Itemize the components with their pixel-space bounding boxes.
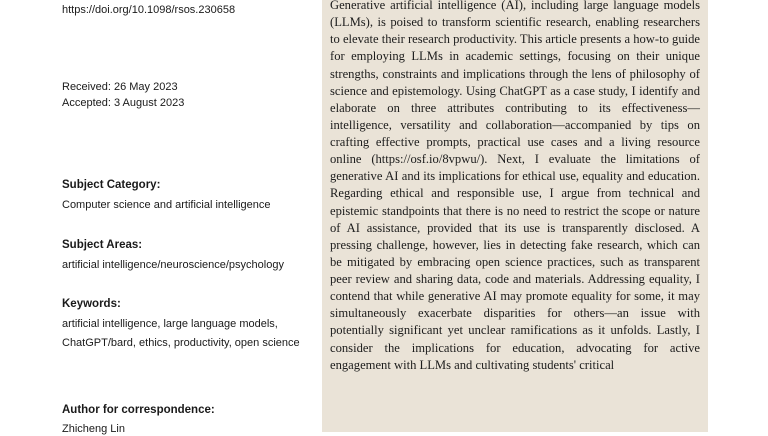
doi-link[interactable]: https://doi.org/10.1098/rsos.230658: [62, 4, 236, 16]
correspondence-heading: Author for correspondence:: [62, 404, 215, 416]
correspondence-name: Zhicheng Lin: [62, 423, 125, 435]
received-date: Received: 26 May 2023: [62, 81, 178, 93]
keywords-line-1: artificial intelligence, large language models,: [62, 318, 278, 330]
keywords-heading: Keywords:: [62, 298, 121, 310]
subject-category-heading: Subject Category:: [62, 179, 161, 191]
subject-category-value: Computer science and artificial intelligence: [62, 199, 271, 211]
abstract-paragraph: Generative artificial intelligence (AI), including large language models (LLMs), is poised to transform scientific research, enabling researchers to elevate their research productivity. This article presents a how-to guide for employing LLMs in academic settings, focusing on their unique strengths, constraints and implications through the lens of philosophy of science and epistemology. Using ChatGPT as a case study, I identify and elaborate on three attributes contributing to its effectiveness—intelligence, versatility and collaboration—accompanied by tips on crafting effective prompts, practical use cases and a living resource online (https://osf.io/8vpwu/). Next, I evaluate the limitations of generative AI and its implications for ethical use, equality and education. Regarding ethical and responsible use, I argue from technical and epistemic standpoints that there is no need to restrict the scope or nature of AI assistance, provided that its use is transparently disclosed. A pressing challenge, however, lies in detecting fake research, which can be mitigated by embracing open science practices, such as transparent peer review and sharing data, code and materials. Addressing equality, I contend that while generative AI may promote equality for some, it may simultaneously exacerbate disparities for others—an issue with potentially significant yet unclear ramifications as it unfolds. Lastly, I consider the implications for education, advocating for active engagement with LLMs and cultivating students' critical: [330, 0, 700, 372]
article-info-sidebar: [62, 0, 314, 435]
subject-areas-heading: Subject Areas:: [62, 239, 143, 251]
abstract-panel: [322, 0, 708, 432]
subject-areas-value: artificial intelligence/neuroscience/psychology: [62, 259, 284, 271]
keywords-line-2: ChatGPT/bard, ethics, productivity, open science: [62, 337, 300, 349]
abstract-body: [330, 0, 700, 374]
accepted-date: Accepted: 3 August 2023: [62, 97, 185, 109]
